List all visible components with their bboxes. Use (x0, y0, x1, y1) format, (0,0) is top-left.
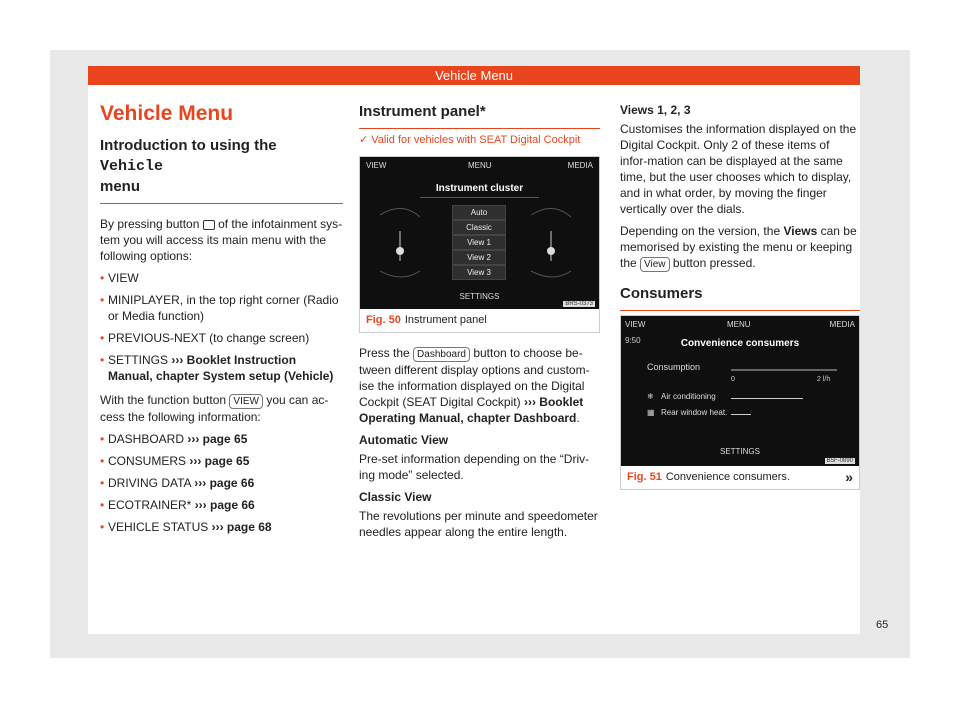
rear-window-label: Rear window heat. (661, 408, 728, 417)
list-item: • PREVIOUS-NEXT (to change screen) (100, 331, 310, 345)
rear-window-heat-icon: ▦ (647, 408, 655, 417)
column-1 (100, 102, 343, 543)
menu-item-view-2: View 2 (452, 250, 506, 265)
cross-reference-link[interactable]: ››› Booklet Operating Manual, chapter Dashboard (359, 395, 584, 425)
section-header: Vehicle Menu (88, 66, 860, 85)
screen-title: Instrument cluster (435, 183, 524, 194)
tab-view: VIEW (625, 320, 646, 329)
cross-reference-link[interactable]: ››› Booklet Instruction Manual, chapter System setup (Vehicle) (108, 353, 334, 383)
view-button: VIEW (229, 394, 263, 409)
figure-50 (359, 156, 600, 333)
divider (359, 128, 600, 129)
list-item: • VIEW (100, 271, 139, 285)
column-2 (359, 102, 600, 546)
instrument-cluster-screen (360, 157, 599, 309)
menu-item-view-1: View 1 (452, 235, 506, 250)
car-menu-icon (203, 220, 215, 230)
right-dial-icon (523, 205, 579, 283)
dashboard-button: Dashboard (413, 347, 470, 362)
options-list (100, 270, 343, 384)
automatic-view-text: Pre-set information depending on the “Driv-ing mode” selected. (359, 452, 590, 482)
figure-code: B5F-0890 (826, 458, 853, 464)
figure-caption: Fig. 51 Convenience consumers. » (627, 469, 853, 485)
page-link[interactable]: ››› page 65 (189, 454, 250, 468)
tab-view: VIEW (366, 161, 387, 170)
views-heading: Views 1, 2, 3 (620, 103, 691, 117)
dashboard-paragraph: Press the Dashboard button to choose be-tween different display options and custom-ise the information displayed on the Digital Cockpit (SEAT Digital Cockpit) ››› Booklet Operating Manual, chapter Dashboard. (359, 346, 590, 425)
menu-item-auto: Auto (452, 205, 506, 220)
page-link[interactable]: ››› page 68 (211, 520, 272, 534)
intro-paragraph (100, 216, 343, 264)
list-item: • ECOTRAINER* ››› page 66 (100, 498, 255, 512)
ac-icon: ❄ (647, 392, 654, 401)
screen-footer: SETTINGS (719, 447, 760, 456)
scale-min: 0 (731, 376, 735, 383)
figure-51 (620, 315, 860, 490)
tab-menu: MENU (727, 320, 751, 329)
menu-item-view-3: View 3 (452, 265, 506, 280)
menu-item-classic: Classic (452, 220, 506, 235)
figure-caption: Fig. 50 Instrument panel (366, 314, 487, 326)
continue-arrow: » (845, 469, 853, 485)
page-title: Vehicle Menu (100, 102, 234, 125)
page-link[interactable]: ››› page 66 (194, 498, 255, 512)
column-3 (620, 102, 860, 502)
check-icon: ✓ (359, 134, 369, 146)
list-item: • CONSUMERS ››› page 65 (100, 454, 250, 468)
clock-time: 9:50 (625, 336, 641, 345)
ac-label: Air conditioning (661, 392, 716, 401)
list-item: • DRIVING DATA ››› page 66 (100, 476, 255, 490)
instrument-panel-heading: Instrument panel* (359, 103, 486, 120)
subtitle-mono: Vehicle (100, 158, 164, 175)
list-item: • DASHBOARD ››› page 65 (100, 432, 248, 446)
classic-view-heading: Classic View (359, 490, 432, 504)
view-paragraph: With the function button VIEW you can ac-cess the following information: (100, 393, 329, 424)
views-memorise-paragraph: Depending on the version, the Views can be memorised by existing the menu or keeping the View button pressed. (620, 224, 857, 270)
convenience-consumers-screen (621, 316, 859, 466)
tab-media: MEDIA (567, 161, 593, 170)
section-subtitle (100, 136, 343, 197)
view-button: View (640, 257, 670, 272)
validity-note: ✓ Valid for vehicles with SEAT Digital Cockpit (359, 134, 581, 146)
automatic-view-heading: Automatic View (359, 433, 449, 447)
divider (620, 310, 860, 311)
page-link[interactable]: ››› page 66 (194, 476, 255, 490)
intro-before: By pressing button (100, 217, 200, 231)
views-text: Customises the information displayed on the Digital Cockpit. Only 2 of these items of infor-mation can be displayed at the same time, but the user chooses which to display, and in what order, by moving the finger vertically over the dials. (620, 122, 857, 216)
tab-menu: MENU (468, 161, 492, 170)
classic-view-text: The revolutions per minute and speedometer needles appear along the entire length. (359, 509, 598, 539)
info-list (100, 431, 343, 535)
left-dial-icon (372, 205, 428, 283)
list-item: • MINIPLAYER, in the top right corner (Radio or Media function) (100, 293, 339, 323)
list-item: • VEHICLE STATUS ››› page 68 (100, 520, 272, 534)
figure-code: BRS-0373 (565, 301, 593, 307)
page-number: 65 (876, 619, 889, 631)
subtitle-text: Introduction to using the (100, 137, 277, 154)
screen-footer: SETTINGS (459, 292, 500, 301)
tab-media: MEDIA (829, 320, 855, 329)
intro-after: of the infotainment sys-tem you will access its main menu with the following options: (100, 217, 343, 263)
scale-max: 2 l/h (817, 376, 831, 383)
page-link[interactable]: ››› page 65 (187, 432, 248, 446)
divider (100, 203, 343, 204)
consumers-heading: Consumers (620, 285, 703, 302)
subtitle-suffix: menu (100, 178, 141, 195)
consumption-label: Consumption (647, 362, 701, 372)
list-item: • SETTINGS ››› Booklet Instruction Manual, chapter System setup (Vehicle) (100, 353, 334, 383)
screen-title: Convenience consumers (680, 338, 800, 349)
